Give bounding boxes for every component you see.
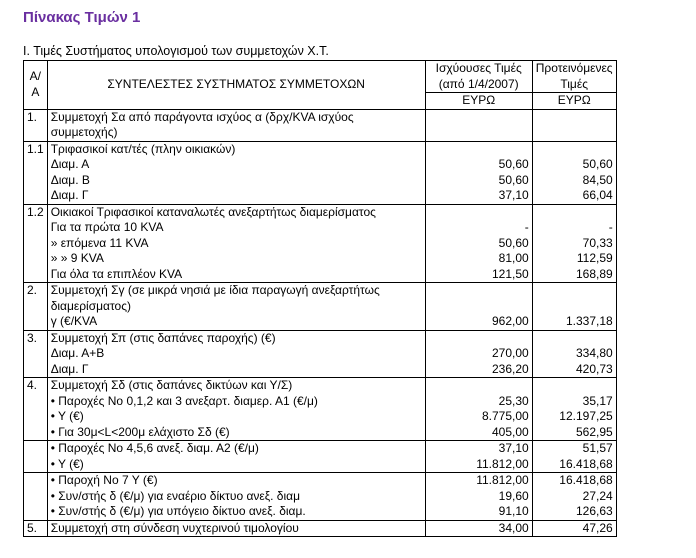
header-proposed-prices [532,61,616,93]
current-value: 50,60 [498,235,529,250]
row-proposed-values [532,473,616,521]
current-value: 50,60 [498,172,529,187]
row-description [47,520,425,537]
table-subtitle: Ι. Τιμές Συστήματος υπολογισμού των συμμετοχών Χ.Τ. [23,44,329,58]
header-current-line2: (από 1/4/2007) [438,76,519,91]
row-proposed-values [532,330,616,378]
line-text: Διαμ. Α [50,157,90,171]
line-text: Συμμετοχή Σα από παράγοντα ισχύος α (δρχ/KVA ισχύος [50,109,354,124]
line-text: Διαμ. Α+Β [50,346,105,360]
row-number: 1.1 [24,141,48,204]
line-text: • Παροχή Νο 7 Υ (€) [50,473,158,487]
proposed-value: 70,33 [582,235,613,250]
current-value: 91,10 [498,504,529,518]
current-value: 11.812,00 [476,473,529,487]
line-text: • Συν/στής δ (€/μ) για εναέριο δίκτυο ανεξ. διαμ [50,488,300,503]
line-text: Τριφασικοί κατ/τές (πλην οικιακών) [50,141,236,156]
row-number [24,473,48,521]
proposed-value: 50,60 [582,157,613,171]
current-value: 19,60 [498,488,529,503]
current-value: 11.812,00 [476,456,529,471]
proposed-value [536,299,613,315]
row-proposed-values [532,283,616,331]
line-text: Διαμ. Β [50,172,90,187]
current-value [429,125,529,141]
row-number: 4. [24,378,48,441]
table-row [24,441,617,473]
currency-current: ΕΥΡΩ [425,93,532,110]
row-current-values [425,283,532,331]
proposed-value: 35,17 [582,393,613,408]
row-current-values [425,141,532,204]
current-value [429,299,529,315]
proposed-value: 334,80 [575,346,613,360]
proposed-value: 420,73 [575,361,613,376]
header-proposed-line1: Προτεινόμενες [535,61,613,75]
line-text: Συμμετοχή Σδ (στις δαπάνες δικτύων και Υ/Σ) [50,378,293,392]
proposed-value: 16.418,68 [559,456,613,471]
current-value [429,331,529,347]
current-value: 8.775,00 [481,409,529,423]
current-value [429,378,529,394]
current-value [429,205,529,221]
line-text: • Υ (€) [50,409,84,423]
proposed-value: 126,63 [575,504,613,518]
proposed-value: - [608,220,613,234]
line-text: συμμετοχής) [50,125,118,139]
row-proposed-values [532,441,616,473]
line-text: • Υ (€) [50,456,84,471]
current-value: 405,00 [491,424,529,439]
current-value: 34,00 [498,520,529,535]
table-row [24,283,617,331]
current-value: 270,00 [491,346,529,360]
proposed-value: 12.197,25 [559,409,613,423]
line-text: Συμμετοχή Σγ (σε μικρά νησιά με ίδια παραγωγή ανεξαρτήτως [50,283,380,297]
row-current-values [425,330,532,378]
line-text: Οικιακοί Τριφασικοί καταναλωτές ανεξαρτήτως διαμερίσματος [50,204,376,219]
row-proposed-values [532,141,616,204]
proposed-value [536,378,613,394]
current-value [429,142,529,158]
current-value: 37,10 [498,188,529,202]
row-current-values [425,109,532,141]
line-text: γ (€/KVA [50,314,98,328]
line-text: Για τα πρώτα 10 KVA [50,220,164,234]
proposed-value [536,125,613,141]
line-text: » επόμενα 11 KVA [50,235,149,250]
proposed-value: 112,59 [576,251,613,265]
table-row [24,378,617,441]
row-description [47,283,425,331]
header-row [24,61,617,93]
proposed-value [536,142,613,158]
row-proposed-values [532,204,616,283]
current-value: 25,30 [498,393,529,408]
row-proposed-values [532,109,616,141]
line-text: Συμμετοχή Σπ (στις δαπάνες παροχής) (€) [50,330,276,345]
row-current-values [425,473,532,521]
line-text: Διαμ. Γ [50,188,89,202]
line-text: Συμμετοχή στη σύνδεση νυχτερινού τιμολογίου [50,520,299,535]
proposed-value: 51,57 [582,441,613,455]
prices-table [23,60,617,537]
currency-proposed: ΕΥΡΩ [532,93,616,110]
row-description [47,141,425,204]
current-value: 81,00 [498,251,529,265]
current-value: 50,60 [498,157,529,171]
header-current-prices [425,61,532,93]
table-row [24,109,617,141]
header-current-line1: Ισχύουσες Τιμές [435,61,522,75]
row-description [47,330,425,378]
line-text: » » 9 KVA [50,251,104,265]
table-row [24,330,617,378]
proposed-value [536,110,613,126]
row-description [47,204,425,283]
proposed-value: 27,24 [582,488,613,503]
row-description [47,378,425,441]
proposed-value: 562,95 [575,424,613,439]
row-number [24,441,48,473]
row-number: 1.2 [24,204,48,283]
current-value: 37,10 [498,441,529,455]
row-description [47,109,425,141]
line-text: διαμερίσματος) [50,298,132,313]
current-value [429,110,529,126]
row-description [47,441,425,473]
line-text: • Συν/στής δ (€/μ) για υπόγειο δίκτυο ανεξ. διαμ. [50,504,306,518]
line-text: • Παροχές Νο 4,5,6 ανεξ. διαμ. Α2 (€/μ) [50,441,259,455]
current-value: 236,20 [491,361,529,376]
row-description [47,473,425,521]
line-text: Για όλα τα επιπλέον KVA [50,266,183,281]
proposed-value [536,205,613,221]
line-text: • Για 30μ<L<200μ ελάχιστο Σδ (€) [50,424,230,439]
table-row [24,520,617,537]
table-row [24,473,617,521]
row-current-values [425,520,532,537]
proposed-value [536,331,613,347]
proposed-value: 66,04 [582,188,613,202]
current-value: 962,00 [491,314,529,328]
row-number: 2. [24,283,48,331]
row-current-values [425,378,532,441]
page-title: Πίνακας Τιμών 1 [23,9,141,26]
header-aa: Α/Α [24,61,48,110]
current-value: - [524,220,529,234]
line-text: • Παροχές Νο 0,1,2 και 3 ανεξαρτ. διαμερ. Α1 (€/μ) [50,393,318,408]
proposed-value: 168,89 [575,266,613,281]
proposed-value: 47,26 [582,520,613,535]
current-value: 121,50 [491,266,529,281]
row-number: 5. [24,520,48,537]
proposed-value: 1.337,18 [565,314,613,328]
row-current-values [425,204,532,283]
row-current-values [425,441,532,473]
current-value [429,283,529,299]
proposed-value [536,283,613,299]
proposed-value: 84,50 [582,172,613,187]
table-row [24,141,617,204]
row-proposed-values [532,378,616,441]
line-text: Διαμ. Γ [50,361,89,376]
header-proposed-line2: Τιμές [560,76,588,91]
row-number: 1. [24,109,48,141]
proposed-value: 16.418,68 [559,473,613,487]
table-row [24,204,617,283]
row-number: 3. [24,330,48,378]
header-description: ΣΥΝΤΕΛΕΣΤΕΣ ΣΥΣΤΗΜΑΤΟΣ ΣΥΜΜΕΤΟΧΩΝ [47,61,425,110]
row-proposed-values [532,520,616,537]
